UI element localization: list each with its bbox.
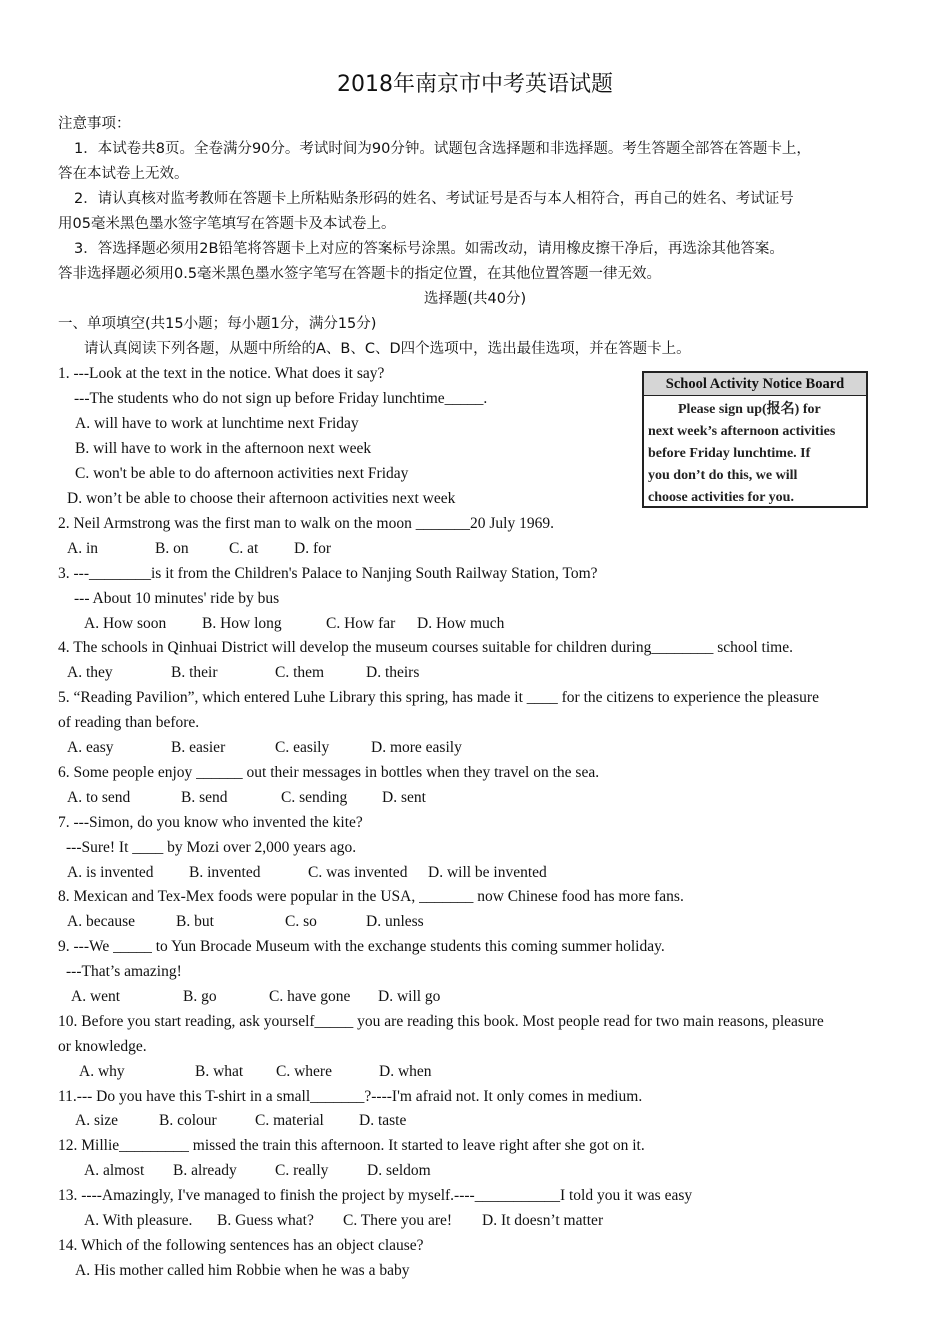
q1-stem-2: ---The students who do not sign up before Friday lunchtime_____. — [74, 390, 488, 407]
notice-line: next week’s afternoon activities — [648, 424, 836, 439]
q1-stem: 1. ---Look at the text in the notice. What does it say? — [58, 365, 385, 382]
note-3-line-1: 3．答选择题必须用2B铅笔将答题卡上对应的答案标号涂黑。如需改动，请用橡皮擦干净后，再选涂其他答案。 — [74, 241, 784, 257]
note-3-line-2: 答非选择题必须用0.5毫米黑色墨水签字笔写在答题卡的指定位置，在其他位置答题一律无效。 — [58, 266, 662, 282]
notice-line: you don’t do this, we will — [648, 468, 798, 483]
note-2-line-1: 2．请认真核对监考教师在答题卡上所粘贴条形码的姓名、考试证号是否与本人相符合，再自己的姓名、考试证号 — [74, 191, 794, 207]
q11-stem: 11.--- Do you have this T-shirt in a small_______?----I'm afraid not. It only comes in medium. — [58, 1088, 643, 1105]
q5-stem: 5. “Reading Pavilion”, which entered Luhe Library this spring, has made it ____ for the citizens to experience the pleasure — [58, 689, 819, 706]
q10-stem: 10. Before you start reading, ask yourself_____ you are reading this book. Most people read for two main reasons, pleasure — [58, 1013, 824, 1030]
q11-options — [75, 1109, 406, 1133]
section-title: 选择题(共40分) — [423, 291, 527, 307]
q10-option-c: C. where — [276, 1063, 332, 1080]
q13-option-c: C. There you are! — [343, 1212, 453, 1229]
notice-line: choose activities for you. — [648, 490, 794, 505]
q9-stem: 9. ---We _____ to Yun Brocade Museum with the exchange students this coming summer holiday. — [58, 938, 665, 955]
q8-option-c: C. so — [285, 913, 317, 930]
q3-stem: 3. ---________is it from the Children's Palace to Nanjing South Railway Station, Tom? — [58, 565, 598, 582]
q4-stem: 4. The schools in Qinhuai District will develop the museum courses suitable for children during________ school time. — [58, 639, 793, 656]
q6-option-d: D. sent — [382, 789, 426, 806]
q1-option-c: C. won't be able to do afternoon activities next Friday — [75, 465, 409, 482]
q12-option-a: A. almost — [84, 1162, 145, 1179]
q5-option-d: D. more easily — [371, 739, 462, 756]
q2-option-c: C. at — [229, 540, 259, 557]
notes-heading: 注意事项： — [58, 116, 131, 132]
q5-option-c: C. easily — [275, 739, 330, 756]
q13-option-b: B. Guess what? — [217, 1212, 314, 1229]
q1-option-d: D. won’t be able to choose their afternoon activities next week — [67, 490, 456, 507]
q4-option-d: D. theirs — [366, 664, 420, 681]
q13-stem: 13. ----Amazingly, I've managed to finish the project by myself.----___________I told you it was easy — [58, 1187, 693, 1204]
q10-option-b: B. what — [195, 1063, 244, 1080]
q13-options — [84, 1209, 603, 1233]
q14-stem: 14. Which of the following sentences has an object clause? — [58, 1237, 424, 1254]
q8-option-b: B. but — [176, 913, 214, 930]
part-1-heading: 一、单项填空(共15小题；每小题1分，满分15分) — [58, 316, 377, 332]
q9-option-a: A. went — [71, 988, 121, 1005]
q13-option-d: D. It doesn’t matter — [482, 1212, 604, 1229]
q6-option-a: A. to send — [67, 789, 131, 806]
q10-option-d: D. when — [379, 1063, 432, 1080]
q9-options — [71, 985, 440, 1009]
notice-board-image — [642, 371, 868, 508]
q4-option-a: A. they — [67, 664, 113, 681]
q8-option-a: A. because — [67, 913, 135, 930]
q3-stem-2: --- About 10 minutes' ride by bus — [74, 590, 280, 607]
q6-option-b: B. send — [181, 789, 228, 806]
q9-option-d: D. will go — [378, 988, 441, 1005]
q6-stem: 6. Some people enjoy ______ out their messages in bottles when they travel on the sea. — [58, 764, 600, 781]
q12-options — [84, 1159, 431, 1183]
q10-stem-2: or knowledge. — [58, 1038, 147, 1055]
q5-option-a: A. easy — [67, 739, 114, 756]
q5-options — [67, 736, 462, 760]
q4-options — [67, 661, 419, 685]
q10-option-a: A. why — [79, 1063, 125, 1080]
q4-option-b: B. their — [171, 664, 218, 681]
q8-option-d: D. unless — [366, 913, 424, 930]
q7-options — [67, 861, 547, 885]
q6-options — [67, 786, 426, 810]
notice-line: before Friday lunchtime. If — [648, 446, 811, 461]
q2-option-a: A. in — [67, 540, 98, 557]
q2-options — [67, 537, 331, 561]
q3-option-d: D. How much — [417, 615, 505, 632]
q9-stem-2: ---That’s amazing! — [66, 963, 182, 980]
notice-line: Please sign up(报名) for — [678, 402, 821, 417]
q12-option-d: D. seldom — [367, 1162, 431, 1179]
q6-option-c: C. sending — [281, 789, 348, 806]
q8-options — [67, 910, 424, 934]
q7-option-a: A. is invented — [67, 864, 154, 881]
part-1-instruction: 请认真阅读下列各题，从题中所给的A、B、C、D四个选项中，选出最佳选项，并在答题卡上。 — [84, 341, 691, 357]
q7-option-b: B. invented — [189, 864, 261, 881]
q3-options — [84, 612, 504, 636]
q12-stem: 12. Millie_________ missed the train this afternoon. It started to leave right after she got on it. — [58, 1137, 645, 1154]
q2-option-d: D. for — [294, 540, 332, 557]
q3-option-b: B. How long — [202, 615, 282, 632]
q1-option-b: B. will have to work in the afternoon next week — [75, 440, 372, 457]
q8-stem: 8. Mexican and Tex-Mex foods were popular in the USA, _______ now Chinese food has more fans. — [58, 888, 684, 905]
page-title: 2018年南京市中考英语试题 — [337, 72, 613, 97]
note-2-line-2: 用05毫米黑色墨水签字笔填写在答题卡及本试卷上。 — [58, 216, 396, 232]
q9-option-b: B. go — [183, 988, 217, 1005]
q1-option-a: A. will have to work at lunchtime next Friday — [75, 415, 359, 432]
q11-option-d: D. taste — [359, 1112, 407, 1129]
note-1-line-1: 1．本试卷共8页。全卷满分90分。考试时间为90分钟。试题包含选择题和非选择题。考生答题全部答在答题卡上， — [74, 141, 811, 157]
q12-option-c: C. really — [275, 1162, 329, 1179]
q2-stem: 2. Neil Armstrong was the first man to walk on the moon _______20 July 1969. — [58, 515, 554, 532]
q10-options — [79, 1060, 432, 1084]
q11-option-b: B. colour — [159, 1112, 217, 1129]
q3-option-c: C. How far — [326, 615, 396, 632]
q7-stem: 7. ---Simon, do you know who invented the kite? — [58, 814, 363, 831]
q11-option-c: C. material — [255, 1112, 324, 1129]
q5-option-b: B. easier — [171, 739, 226, 756]
q9-option-c: C. have gone — [269, 988, 351, 1005]
q13-option-a: A. With pleasure. — [84, 1212, 193, 1229]
q14-option-a: A. His mother called him Robbie when he was a baby — [75, 1262, 410, 1279]
q2-option-b: B. on — [155, 540, 189, 557]
q11-option-a: A. size — [75, 1112, 119, 1129]
q7-stem-2: ---Sure! It ____ by Mozi over 2,000 years ago. — [66, 839, 357, 856]
q7-option-c: C. was invented — [308, 864, 408, 881]
notice-board-text — [644, 396, 866, 509]
q5-stem-2: of reading than before. — [58, 714, 200, 731]
q12-option-b: B. already — [173, 1162, 237, 1179]
note-1-line-2: 答在本试卷上无效。 — [58, 166, 189, 182]
notice-board-title: School Activity Notice Board — [644, 373, 866, 396]
q4-option-c: C. them — [275, 664, 325, 681]
q3-option-a: A. How soon — [84, 615, 167, 632]
q7-option-d: D. will be invented — [428, 864, 547, 881]
